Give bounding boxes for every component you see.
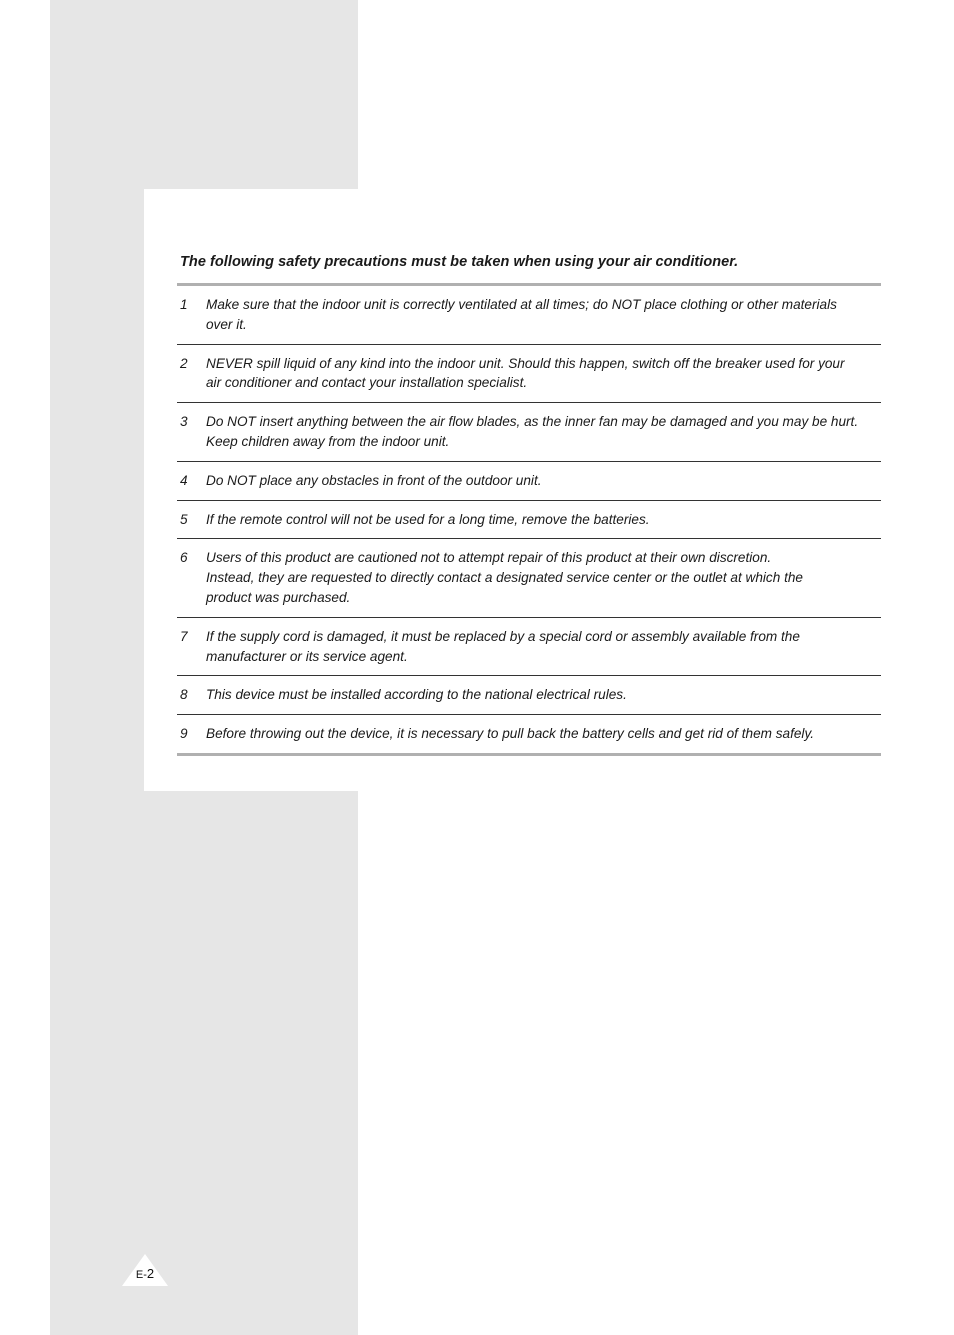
item-text <box>206 548 881 607</box>
item-number: 7 <box>180 628 188 644</box>
item-text <box>206 295 881 335</box>
item-text-line: product was purchased. <box>206 589 351 605</box>
list-item <box>177 286 881 344</box>
item-text-line: This device must be installed according to the national electrical rules. <box>206 687 627 703</box>
item-number: 1 <box>180 297 188 312</box>
item-text-line: Do NOT place any obstacles in front of the outdoor unit. <box>206 472 542 488</box>
item-text-line: If the remote control will not be used for a long time, remove the batteries. <box>206 511 650 527</box>
page-number-value: 2 <box>146 1266 155 1281</box>
item-number: 5 <box>180 511 188 527</box>
item-number: 4 <box>180 472 188 488</box>
list-item <box>177 461 881 500</box>
item-text-line: over it. <box>206 316 247 332</box>
item-text-line: Instead, they are requested to directly contact a designated service center or the outlet at which the <box>206 570 803 586</box>
item-text <box>206 471 881 491</box>
page-number <box>122 1266 168 1281</box>
item-text-line: manufacturer or its service agent. <box>206 648 408 664</box>
list-item <box>177 675 881 714</box>
page-number-marker <box>122 1254 168 1286</box>
list-item <box>177 500 881 539</box>
item-text <box>206 685 881 705</box>
item-number: 3 <box>180 414 188 430</box>
item-number: 2 <box>180 355 188 371</box>
list-item <box>177 617 881 676</box>
item-text-line: NEVER spill liquid of any kind into the indoor unit. Should this happen, switch off the breaker used for your <box>206 355 845 371</box>
item-text <box>206 724 881 744</box>
item-text <box>206 627 881 667</box>
item-text-line: Keep children away from the indoor unit. <box>206 433 450 449</box>
item-text <box>206 354 881 394</box>
item-text-line: Do NOT insert anything between the air flow blades, as the inner fan may be damaged and you may be hurt. <box>206 414 859 430</box>
item-number: 6 <box>180 550 188 566</box>
item-number: 8 <box>180 687 188 703</box>
item-text-line: If the supply cord is damaged, it must be replaced by a special cord or assembly available from the <box>206 628 800 644</box>
safety-precautions-list <box>177 283 881 756</box>
list-item <box>177 538 881 616</box>
item-number: 9 <box>180 726 188 742</box>
item-text <box>206 510 881 530</box>
list-item <box>177 714 881 753</box>
item-text <box>206 412 881 452</box>
page-number-prefix: E- <box>135 1269 147 1281</box>
item-text-line: Make sure that the indoor unit is correctly ventilated at all times; do NOT place clothing or other materials <box>206 297 837 312</box>
item-text-line: air conditioner and contact your installation specialist. <box>206 375 528 391</box>
safety-intro: The following safety precautions must be taken when using your air conditioner. <box>180 254 739 270</box>
item-text-line: Before throwing out the device, it is necessary to pull back the battery cells and get rid of them safely. <box>206 726 815 742</box>
list-item <box>177 402 881 461</box>
list-item <box>177 344 881 403</box>
item-text-line: Users of this product are cautioned not to attempt repair of this product at their own discretion. <box>206 550 772 566</box>
